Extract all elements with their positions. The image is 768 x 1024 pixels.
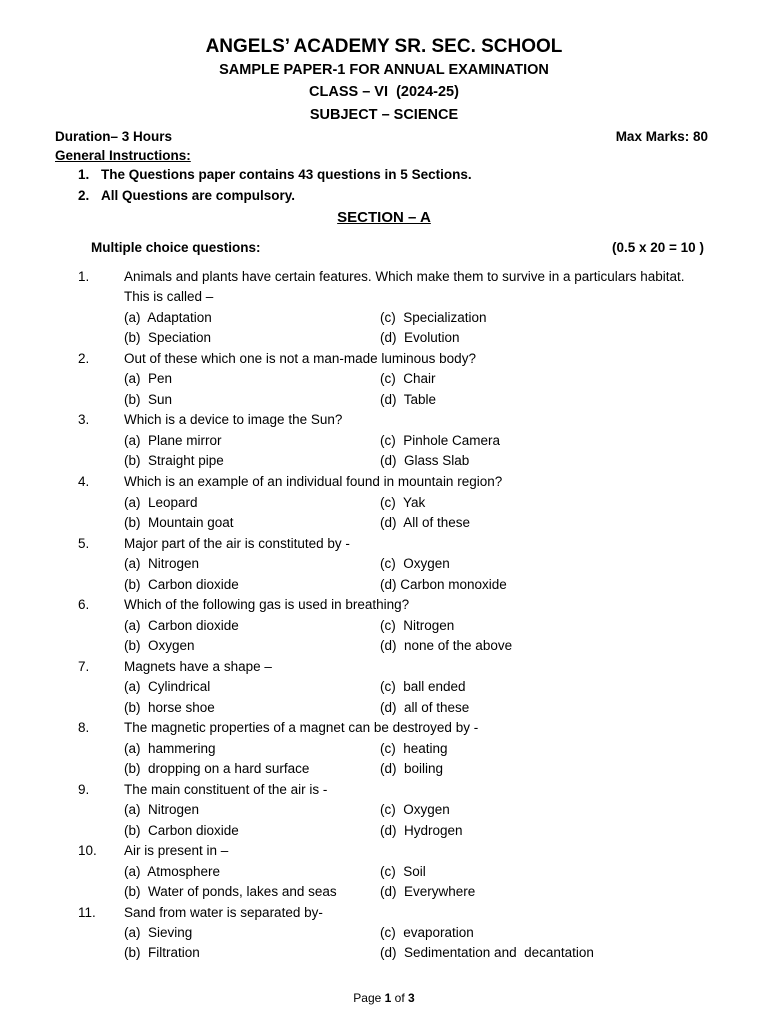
option-b: (b) Oxygen <box>124 638 195 653</box>
option-a: (a) Nitrogen <box>124 556 200 571</box>
question-number: 9. <box>78 782 90 797</box>
question-text: Out of these which one is not a man-made luminous body? <box>124 351 476 366</box>
option-c: (c) Specialization <box>380 310 487 325</box>
question-number: 5. <box>78 536 90 551</box>
question-number: 4. <box>78 474 90 489</box>
option-d: (d) none of the above <box>380 638 513 653</box>
question-number: 3. <box>78 412 90 427</box>
option-b: (b) Water of ponds, lakes and seas <box>124 884 337 899</box>
option-c: (c) ball ended <box>380 679 466 694</box>
max-marks: Max Marks: 80 <box>615 129 708 144</box>
question-text: Which is an example of an individual found in mountain region? <box>124 474 503 489</box>
question-text: Major part of the air is constituted by - <box>124 536 350 551</box>
option-b: (b) Sun <box>124 392 173 407</box>
option-d: (d) Sedimentation and decantation <box>380 945 594 960</box>
page-middle: of <box>391 991 409 1005</box>
question-number: 2. <box>78 351 90 366</box>
section-marks: (0.5 x 20 = 10 ) <box>612 240 704 255</box>
option-b: (b) Carbon dioxide <box>124 577 239 592</box>
option-d: (d) Hydrogen <box>380 823 463 838</box>
option-b: (b) Speciation <box>124 330 212 345</box>
question-number: 11. <box>78 905 96 920</box>
instruction-text: All Questions are compulsory. <box>101 188 296 203</box>
paper-title: SAMPLE PAPER-1 FOR ANNUAL EXAMINATION <box>219 62 549 78</box>
question-number: 1. <box>78 269 90 284</box>
question-text: The magnetic properties of a magnet can be destroyed by - <box>124 720 479 735</box>
option-a: (a) Pen <box>124 371 173 386</box>
option-c: (c) heating <box>380 741 448 756</box>
section-title: SECTION – A <box>337 209 431 226</box>
option-c: (c) Yak <box>380 495 426 510</box>
question-text: Sand from water is separated by- <box>124 905 323 920</box>
option-d: (d) All of these <box>380 515 471 530</box>
option-c: (c) Soil <box>380 864 426 879</box>
option-d: (d) Glass Slab <box>380 453 470 468</box>
option-d: (d) Carbon monoxide <box>380 577 507 592</box>
question-text: Which is a device to image the Sun? <box>124 412 343 427</box>
question-number: 8. <box>78 720 90 735</box>
question-text: Magnets have a shape – <box>124 659 272 674</box>
instruction-number: 2. <box>78 188 90 203</box>
option-c: (c) Oxygen <box>380 802 450 817</box>
option-b: (b) Carbon dioxide <box>124 823 239 838</box>
subject-line: SUBJECT – SCIENCE <box>309 107 459 123</box>
question-text: Animals and plants have certain features. Which make them to survive in a particulars habitat. <box>124 269 685 284</box>
option-c: (c) Pinhole Camera <box>380 433 501 448</box>
instruction-number: 1. <box>78 167 90 182</box>
option-b: (b) horse shoe <box>124 700 215 715</box>
option-d: (d) Evolution <box>380 330 460 345</box>
option-a: (a) Carbon dioxide <box>124 618 239 633</box>
option-c: (c) Nitrogen <box>380 618 455 633</box>
question-number: 6. <box>78 597 90 612</box>
question-text: Which of the following gas is used in breathing? <box>124 597 410 612</box>
page-total: 3 <box>408 991 415 1005</box>
question-text: The main constituent of the air is - <box>124 782 328 797</box>
option-a: (a) Cylindrical <box>124 679 211 694</box>
option-b: (b) dropping on a hard surface <box>124 761 310 776</box>
instructions-title: General Instructions: <box>55 148 191 163</box>
option-a: (a) Atmosphere <box>124 864 221 879</box>
option-a: (a) Plane mirror <box>124 433 222 448</box>
option-b: (b) Mountain goat <box>124 515 234 530</box>
option-a: (a) Adaptation <box>124 310 212 325</box>
option-a: (a) Nitrogen <box>124 802 200 817</box>
option-a: (a) hammering <box>124 741 216 756</box>
question-text: Air is present in – <box>124 843 229 858</box>
option-d: (d) all of these <box>380 700 470 715</box>
option-c: (c) Chair <box>380 371 436 386</box>
section-subtitle: Multiple choice questions: <box>91 240 261 255</box>
question-number: 7. <box>78 659 90 674</box>
option-d: (d) Everywhere <box>380 884 476 899</box>
duration: Duration– 3 Hours <box>55 129 173 144</box>
option-d: (d) boiling <box>380 761 444 776</box>
class-line: CLASS – VI (2024-25) <box>309 84 459 100</box>
option-c: (c) evaporation <box>380 925 474 940</box>
question-text: This is called – <box>124 289 214 304</box>
option-a: (a) Sieving <box>124 925 193 940</box>
option-a: (a) Leopard <box>124 495 198 510</box>
option-d: (d) Table <box>380 392 437 407</box>
option-b: (b) Filtration <box>124 945 200 960</box>
option-c: (c) Oxygen <box>380 556 450 571</box>
question-number: 10. <box>78 843 97 858</box>
instruction-text: The Questions paper contains 43 questions in 5 Sections. <box>101 167 472 182</box>
page-footer <box>0 991 768 1005</box>
page-prefix: Page <box>353 991 385 1005</box>
page-current: 1 <box>384 991 392 1005</box>
option-b: (b) Straight pipe <box>124 453 224 468</box>
school-name: ANGELS’ ACADEMY SR. SEC. SCHOOL <box>205 36 563 57</box>
